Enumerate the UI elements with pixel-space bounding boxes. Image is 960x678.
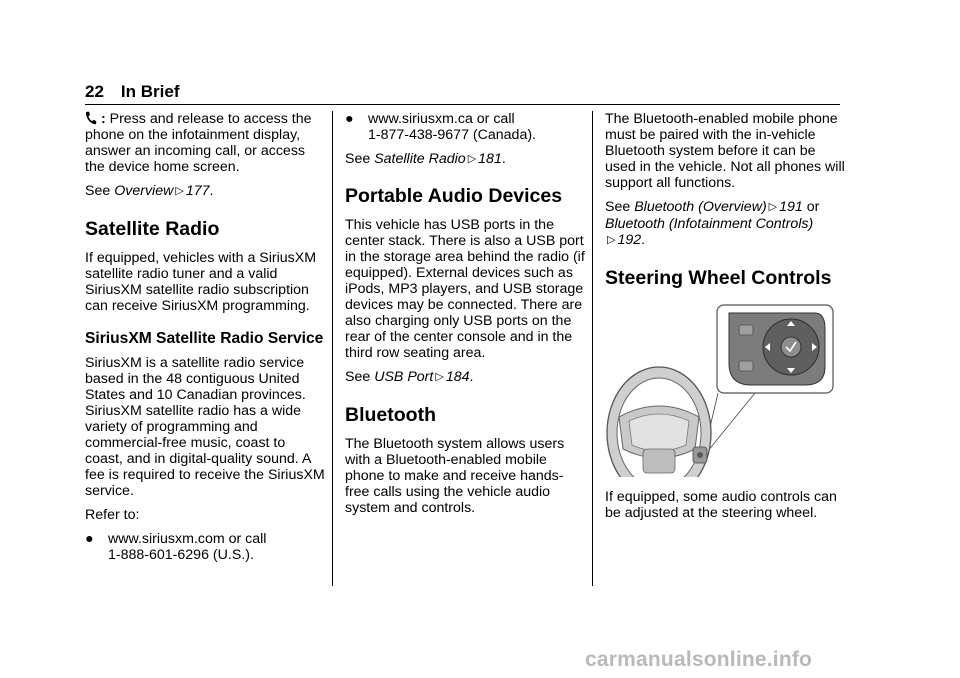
siriusxm-us-phone: 1-888-601-6296 (U.S.). <box>108 547 254 563</box>
usb-port-reference-link[interactable]: USB Port <box>374 369 434 385</box>
column-1 <box>85 111 325 571</box>
column-2 <box>345 111 585 524</box>
phone-description-text: Press and release to access the phone on the infotainment display, answer an incoming call, or access the device home screen. <box>85 111 312 175</box>
audio-control-buttons-detail <box>717 305 833 393</box>
bluetooth-overview-reference-link[interactable]: Bluetooth (Overview) <box>634 199 767 215</box>
overview-page-number[interactable]: 177 <box>185 183 210 199</box>
see-label: See <box>85 183 111 199</box>
mute-button-icon <box>739 361 753 371</box>
steering-wheel-controls-illustration <box>605 299 837 477</box>
see-label: See <box>345 369 371 385</box>
heading-bluetooth: Bluetooth <box>345 404 436 426</box>
voice-button-icon <box>739 325 753 335</box>
bluetooth-pairing-paragraph: The Bluetooth-enabled mobile phone must be paired with the in-vehicle Bluetooth system before it can be used in the vehicle. Not all phones will support all functions. <box>605 111 845 191</box>
siriusxm-ca-phone: 1-877-438-9677 (Canada). <box>368 127 536 143</box>
bluetooth-overview-page-number[interactable]: 191 <box>779 199 803 215</box>
header-rule <box>85 104 840 105</box>
colon: : <box>97 111 110 127</box>
bluetooth-paragraph: The Bluetooth system allows users with a Bluetooth-enabled mobile phone to make and receive hands-free calls using the vehicle audio system and controls. <box>345 436 565 516</box>
column-divider-right <box>592 111 593 586</box>
page-reference-arrow-icon: ▷ <box>435 371 444 383</box>
see-bluetooth-refs-line: See Bluetooth (Overview) ▷ 191 or Bluetooth (Infotainment Controls) ▷ 192. <box>605 199 820 248</box>
see-label: See <box>605 199 631 215</box>
bluetooth-controls-page-number[interactable]: 192 <box>617 232 642 248</box>
portable-audio-paragraph: This vehicle has USB ports in the center stack. There is also a USB port in the storage area behind the radio (if equipped). External devices such as iPods, MP3 players, and USB storage devices may be connected. There are also charging only USB ports on the rear of the center console and in the third row seating area. <box>345 217 585 361</box>
overview-reference-link[interactable]: Overview <box>114 183 174 199</box>
page-header <box>85 82 179 102</box>
siriusxm-ca-url: www.siriusxm.ca or call <box>368 111 515 127</box>
page-reference-arrow-icon: ▷ <box>607 234 616 246</box>
page-reference-arrow-icon: ▷ <box>467 153 477 165</box>
heading-portable-audio: Portable Audio Devices <box>345 185 563 207</box>
or-word: or <box>806 199 820 215</box>
bullet-dot: ● <box>345 111 354 127</box>
column-divider-left <box>332 111 333 586</box>
siriusxm-us-url: www.siriusxm.com or call <box>108 531 267 547</box>
see-usb-port-line: See USB Port ▷ 184. <box>345 369 474 385</box>
usb-port-page-number[interactable]: 184 <box>445 369 470 385</box>
bullet-dot: ● <box>85 531 94 547</box>
phone-handset-icon <box>85 111 97 125</box>
see-label: See <box>345 151 371 167</box>
steering-controls-paragraph: If equipped, some audio controls can be adjusted at the steering wheel. <box>605 489 837 521</box>
bluetooth-controls-reference-link[interactable]: Bluetooth (Infotainment Controls) <box>605 216 814 232</box>
watermark-text: carmanualsonline.info <box>585 648 813 671</box>
heading-steering-wheel-controls: Steering Wheel Controls <box>605 267 832 289</box>
page-reference-arrow-icon: ▷ <box>768 201 778 213</box>
satellite-radio-paragraph: If equipped, vehicles with a SiriusXM satellite radio tuner and a valid SiriusXM satellite radio subscription can receive SiriusXM programming. <box>85 250 317 314</box>
see-satellite-radio-line: See Satellite Radio ▷ 181. <box>345 151 506 167</box>
bullet-us-contact <box>85 531 325 563</box>
section-title: In Brief <box>120 82 180 101</box>
refer-to-label: Refer to: <box>85 507 140 523</box>
heading-satellite-radio: Satellite Radio <box>85 218 220 240</box>
heading-siriusxm-service: SiriusXM Satellite Radio Service <box>85 330 324 347</box>
steering-wheel-icon <box>607 367 711 477</box>
phone-button-description <box>85 111 325 175</box>
satellite-radio-reference-link[interactable]: Satellite Radio <box>374 151 466 167</box>
satellite-radio-page-number[interactable]: 181 <box>478 151 502 167</box>
bullet-canada-contact <box>345 111 585 143</box>
column-3 <box>605 111 845 529</box>
siriusxm-service-paragraph: SiriusXM is a satellite radio service based in the 48 contiguous United States and 10 Canadian provinces. SiriusXM satellite radio has a wide variety of programming and commercial-free music, coast to coast, and in digital-quality sound. A fee is required to receive the SiriusXM service. <box>85 355 325 499</box>
page-reference-arrow-icon: ▷ <box>175 185 184 197</box>
page-number: 22 <box>85 82 104 101</box>
see-overview-line: See Overview ▷ 177. <box>85 183 214 199</box>
